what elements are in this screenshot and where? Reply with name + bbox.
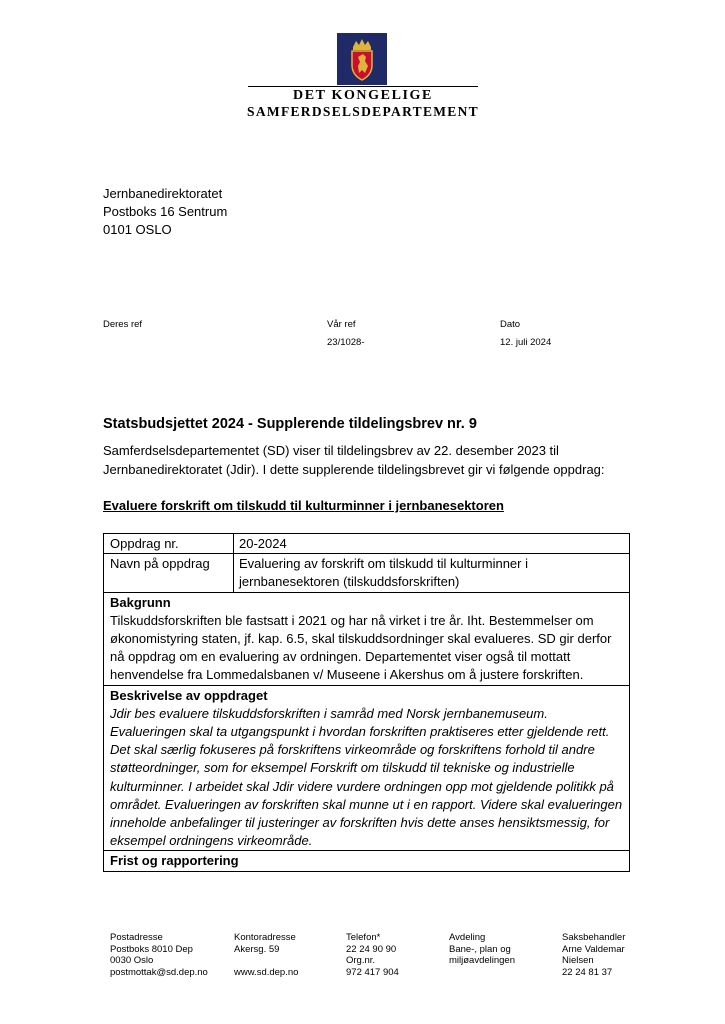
oppdrag-value: 20-2024 — [239, 536, 287, 551]
deres-ref-label: Deres ref — [103, 319, 143, 330]
footer-avd-line1: Bane-, plan og — [449, 943, 511, 955]
footer-email: postmottak@sd.dep.no — [110, 966, 208, 978]
recipient-address — [103, 185, 227, 239]
beskrivelse-section — [104, 686, 629, 851]
footer-orgnr-label: Org.nr. — [346, 955, 376, 966]
letter-intro: Samferdselsdepartementet (SD) viser til tildelingsbrev av 22. desember 2023 til Jernbanedirektoratet (Jdir). I dette supplerende tildelingsbrevet gir vi følgende oppdrag: — [103, 443, 605, 477]
date-label: Dato — [500, 319, 521, 330]
table-row — [104, 851, 629, 870]
recipient-name: Jernbanedirektoratet — [103, 186, 223, 201]
footer-avd-label: Avdeling — [449, 932, 486, 943]
table-row — [104, 686, 629, 852]
footer-tel-label: Telefon* — [346, 932, 381, 943]
bakgrunn-heading: Bakgrunn — [110, 594, 171, 610]
beskrivelse-text: Jdir bes evaluere tilskuddsforskriften i samråd med Norsk jernbanemuseum. Evalueringen skal ta utgangspunkt i hvordan forskriften praktiseres etter gjeldende rett. Det skal særlig fokuseres på forskriftens virkeområde og forskriftens forhold til andre støtteordninger, som for eksempel Forskrift om tilskudd til tekniske og industrielle kulturminner. I arbeidet skal Jdir videre vurdere ordningen opp mot gjeldende politikk på området. Evalueringen av forskriften skal munne ut i en rapport. Videre skal evalueringen inneholde anbefalinger til justeringer av forskriften hvis dette anses hensiktsmessig, for eksempel ordningens virkeområde. — [110, 705, 623, 849]
letter-title: Statsbudsjettet 2024 - Supplerende tildelingsbrev nr. 9 — [103, 416, 477, 432]
coat-of-arms-logo — [337, 33, 387, 85]
footer-postal-address — [110, 932, 208, 978]
footer-saks-label: Saksbehandler — [562, 932, 626, 943]
bakgrunn-section — [104, 593, 629, 685]
assignment-table — [103, 533, 630, 872]
footer-kontor-label: Kontoradresse — [234, 932, 296, 943]
footer-department — [449, 932, 515, 967]
footer-saks-line2: Nielsen — [562, 955, 594, 966]
date-value: 12. juli 2024 — [500, 337, 552, 348]
footer-orgnr-value: 972 417 904 — [346, 966, 399, 978]
beskrivelse-heading: Beskrivelse av oppdraget — [110, 687, 268, 703]
var-ref-value: 23/1028- — [327, 337, 365, 348]
footer-saks-phone: 22 24 81 37 — [562, 966, 613, 978]
table-row — [104, 534, 629, 554]
ministry-name-line1: DET KONGELIGE — [293, 88, 433, 103]
oppdrag-label: Oppdrag nr. — [104, 534, 234, 553]
footer-phone — [346, 932, 399, 978]
footer-tel-number: 22 24 90 90 — [346, 943, 397, 955]
header-rule — [248, 86, 478, 87]
ministry-name-line2: SAMFERDSELSDEPARTEMENT — [247, 104, 479, 119]
navn-label: Navn på oppdrag — [104, 554, 234, 591]
navn-value: Evaluering av forskrift om tilskudd til kulturminner i jernbanesektoren (tilskuddsforskriften) — [239, 556, 528, 590]
crowned-lion-shield-icon — [337, 33, 387, 85]
bakgrunn-text: Tilskuddsforskriften ble fastsatt i 2021 og har nå virket i tre år. Iht. Bestemmelser om økonomistyring staten, jf. kap. 6.5, skal tilskuddsordninger skal evalueres. SD gir derfor nå oppdrag om en evaluering av ordningen. Departementet viser også til mottatt henvendelse fra Lommedalsbanen v/ Museene i Akershus om å justere forskriften. — [110, 612, 612, 683]
footer-avd-line2: miljøavdelingen — [449, 955, 516, 966]
footer-post-label: Postadresse — [110, 932, 163, 943]
var-ref-label: Vår ref — [327, 319, 356, 330]
footer-post-line2: 0030 Oslo — [110, 955, 154, 966]
recipient-city: 0101 OSLO — [103, 222, 172, 237]
footer-saks-line1: Arne Valdemar — [562, 943, 625, 955]
footer-case-officer — [562, 932, 625, 978]
footer-office-address — [234, 932, 298, 978]
footer-website: www.sd.dep.no — [234, 966, 299, 978]
table-row — [104, 593, 629, 686]
frist-heading: Frist og rapportering — [110, 853, 239, 869]
recipient-postbox: Postboks 16 Sentrum — [103, 204, 228, 219]
table-row — [104, 554, 629, 592]
footer-kontor-line1: Akersg. 59 — [234, 943, 280, 955]
assignment-heading: Evaluere forskrift om tilskudd til kulturminner i jernbanesektoren — [103, 498, 504, 513]
footer-post-line1: Postboks 8010 Dep — [110, 943, 193, 955]
